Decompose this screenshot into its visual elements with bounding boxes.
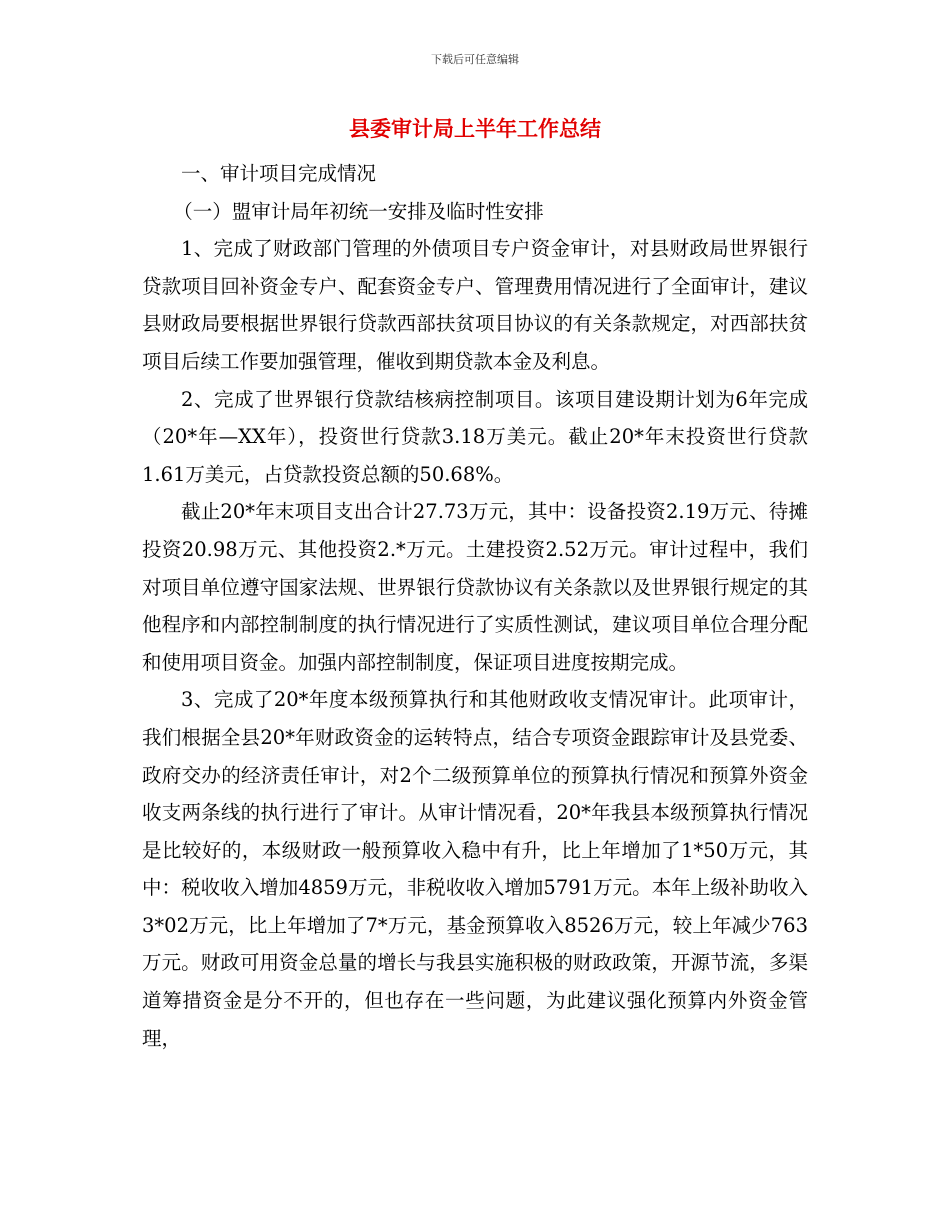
- paragraph: 3、完成了20*年度本级预算执行和其他财政收支情况审计。此项审计，我们根据全县20*年财政资金的运转特点，结合专项资金跟踪审计及县党委、政府交办的经济责任审计，对2个二级预算单位的预算执行情况和预算外资金收支两条线的执行进行了审计。从审计情况看，20*年我县本级预算执行情况是比较好的，本级财政一般预算收入稳中有升，比上年增加了1*50万元，其中：税收收入增加4859万元，非税收收入增加5791万元。本年上级补助收入3*02万元，比上年增加了7*万元，基金预算收入8526万元，较上年减少763万元。财政可用资金总量的增长与我县实施积极的财政政策，开源节流，多渠道筹措资金是分不开的，但也存在一些问题，为此建议强化预算内外资金管理，: [142, 688, 808, 1050]
- document-title: 县委审计局上半年工作总结: [349, 117, 601, 141]
- subsection-heading: （一）盟审计局年初统一安排及临时性安排: [173, 199, 544, 223]
- document-body: [142, 155, 808, 1057]
- paragraph: 2、完成了世界银行贷款结核病控制项目。该项目建设期计划为6年完成（20*年—XX年），投资世行贷款3.18万美元。截止20*年末投资世行贷款1.61万美元，占贷款投资总额的50.68%。: [142, 387, 808, 486]
- paragraph: 1、完成了财政部门管理的外债项目专户资金审计，对县财政局世界银行贷款项目回补资金专户、配套资金专户、管理费用情况进行了全面审计，建议县财政局要根据世界银行贷款西部扶贫项目协议的有关条款规定，对西部扶贫项目后续工作要加强管理，催收到期贷款本金及利息。: [142, 237, 808, 373]
- section-heading: 一、审计项目完成情况: [181, 162, 377, 185]
- paragraph: 截止20*年末项目支出合计27.73万元，其中：设备投资2.19万元、待摊投资20.98万元、其他投资2.*万元。土建投资2.52万元。审计过程中，我们对项目单位遵守国家法规、世界银行贷款协议有关条款以及世界银行规定的其他程序和内部控制制度的执行情况进行了实质性测试，建议项目单位合理分配和使用项目资金。加强内部控制制度，保证项目进度按期完成。: [142, 500, 808, 674]
- page-header: 下载后可任意编辑: [431, 53, 519, 66]
